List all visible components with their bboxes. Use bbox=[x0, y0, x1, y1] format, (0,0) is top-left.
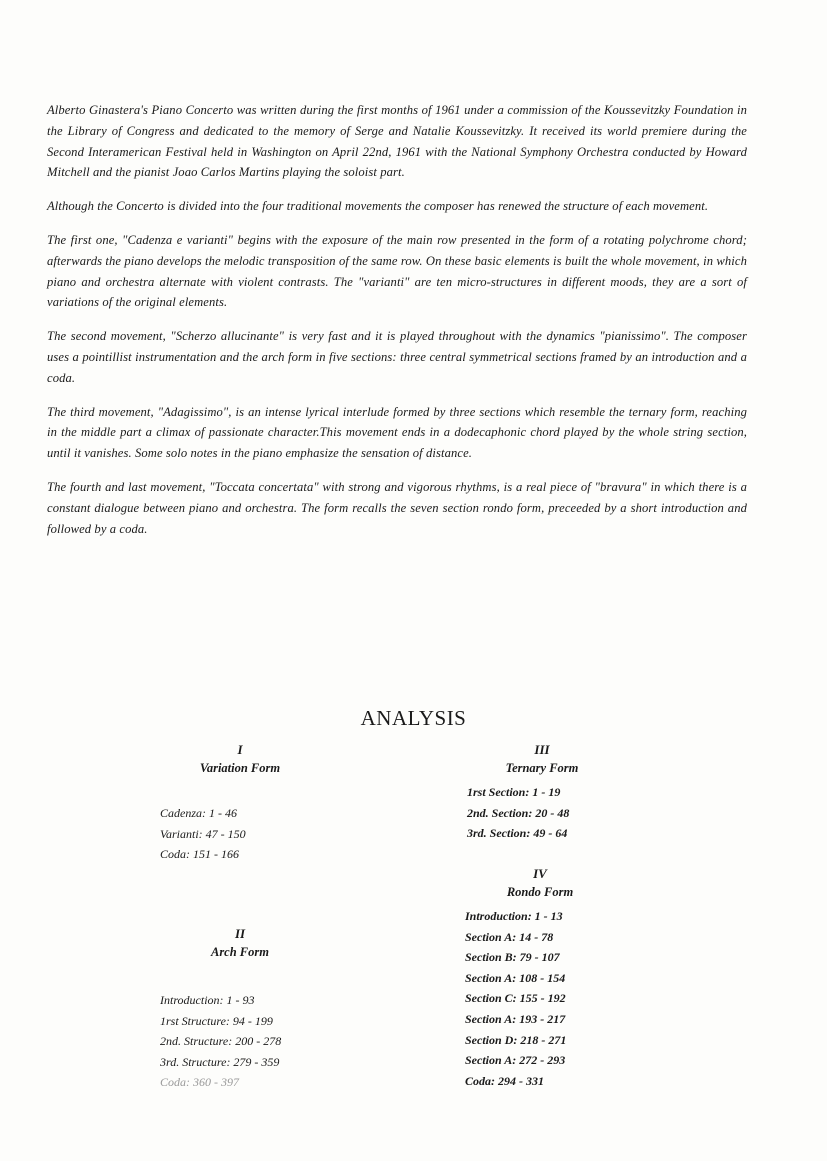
movement-1-section: Varianti: 47 - 150 bbox=[160, 826, 246, 841]
movement-3-block bbox=[467, 742, 627, 844]
movement-4-section: Coda: 294 - 331 bbox=[465, 1073, 544, 1088]
movement-3-section: 2nd. Section: 20 - 48 bbox=[467, 805, 570, 820]
intro-paragraph-5: The third movement, "Adagissimo", is an intense lyrical interlude formed by three sections which resemble the ternary form, reaching in the middle part a climax of passionate character.This movement ends in a dodecaphonic chord played by the whole string section, until it vanishes. Some solo notes in the piano emphasize the sensation of distance. bbox=[47, 404, 747, 461]
intro-text bbox=[47, 100, 747, 552]
movement-2-section: 2nd. Structure: 200 - 278 bbox=[160, 1034, 282, 1049]
intro-paragraph-6: The fourth and last movement, "Toccata concertata" with strong and vigorous rhythms, is a real piece of "bravura" in which there is a constant dialogue between piano and orchestra. The form recalls the seven section rondo form, preceeded by a short introduction and followed by a coda. bbox=[47, 479, 747, 536]
movement-4-section: Section D: 218 - 271 bbox=[465, 1032, 567, 1047]
intro-paragraph-3: The first one, "Cadenza e varianti" begins with the exposure of the main row presented in the form of a rotating polychrome chord; afterwards the piano develops the melodic transposition of the same row. On these basic elements is built the whole movement, in which piano and orchestra alternate with violent contrasts. The "varianti" are ten micro-structures in different moods, they are a sort of variations of the original elements. bbox=[47, 232, 747, 310]
movement-4-section: Section A: 193 - 217 bbox=[465, 1011, 566, 1026]
movement-3-form: Ternary Form bbox=[505, 761, 579, 775]
movement-2-section: Introduction: 1 - 93 bbox=[160, 993, 255, 1007]
intro-paragraph-1: Alberto Ginastera's Piano Concerto was written during the first months of 1961 under a commission of the Koussevitzky Foundation in the Library of Congress and dedicated to the memory of Serge and Natalie Koussevitzky. It received its world premiere during the Second Interamerican Festival held in Washington on April 22nd, 1961 with the National Symphony Orchestra conducted by Howard Mitchell and the pianist Joao Carlos Martins playing the soloist part. bbox=[47, 103, 747, 180]
movement-3-section: 3rd. Section: 49 - 64 bbox=[467, 826, 568, 841]
movement-4-form: Rondo Form bbox=[506, 885, 574, 899]
movement-4-section: Section A: 108 - 154 bbox=[465, 970, 566, 985]
movement-2-section: 1rst Structure: 94 - 199 bbox=[160, 1013, 273, 1028]
movement-4-section: Section A: 14 - 78 bbox=[465, 929, 554, 944]
movement-4-section: Introduction: 1 - 13 bbox=[465, 909, 563, 923]
intro-paragraph-4: The second movement, "Scherzo allucinante" is very fast and it is played throughout with the dynamics "pianissimo". The composer uses a pointillist instrumentation and the arch form in five sections: three central symmetrical sections framed by an introduction and a coda. bbox=[47, 329, 747, 385]
movement-4-section: Section A: 272 - 293 bbox=[465, 1053, 566, 1068]
movement-1-block bbox=[160, 742, 320, 865]
movement-2-section: 3rd. Structure: 279 - 359 bbox=[160, 1054, 280, 1069]
movement-4-numeral: IV bbox=[533, 866, 547, 881]
movement-1-numeral: I bbox=[237, 742, 243, 757]
movement-3-section: 1rst Section: 1 - 19 bbox=[467, 785, 561, 799]
analysis-heading: ANALYSIS bbox=[360, 706, 467, 730]
movement-2-section: Coda: 360 - 397 bbox=[160, 1075, 239, 1090]
movement-1-section: Cadenza: 1 - 46 bbox=[160, 806, 237, 820]
movement-4-section: Section C: 155 - 192 bbox=[465, 991, 566, 1006]
movement-2-numeral: II bbox=[234, 926, 246, 941]
movement-4-block bbox=[465, 866, 625, 1091]
movement-2-block bbox=[160, 926, 330, 1093]
movement-1-section: Coda: 151 - 166 bbox=[160, 847, 239, 862]
intro-paragraph-2: Although the Concerto is divided into the four traditional movements the composer has renewed the structure of each movement. bbox=[47, 199, 709, 214]
movement-3-numeral: III bbox=[534, 742, 550, 757]
movement-1-form: Variation Form bbox=[199, 761, 281, 775]
movement-2-form: Arch Form bbox=[210, 945, 269, 959]
movement-4-section: Section B: 79 - 107 bbox=[465, 950, 560, 965]
